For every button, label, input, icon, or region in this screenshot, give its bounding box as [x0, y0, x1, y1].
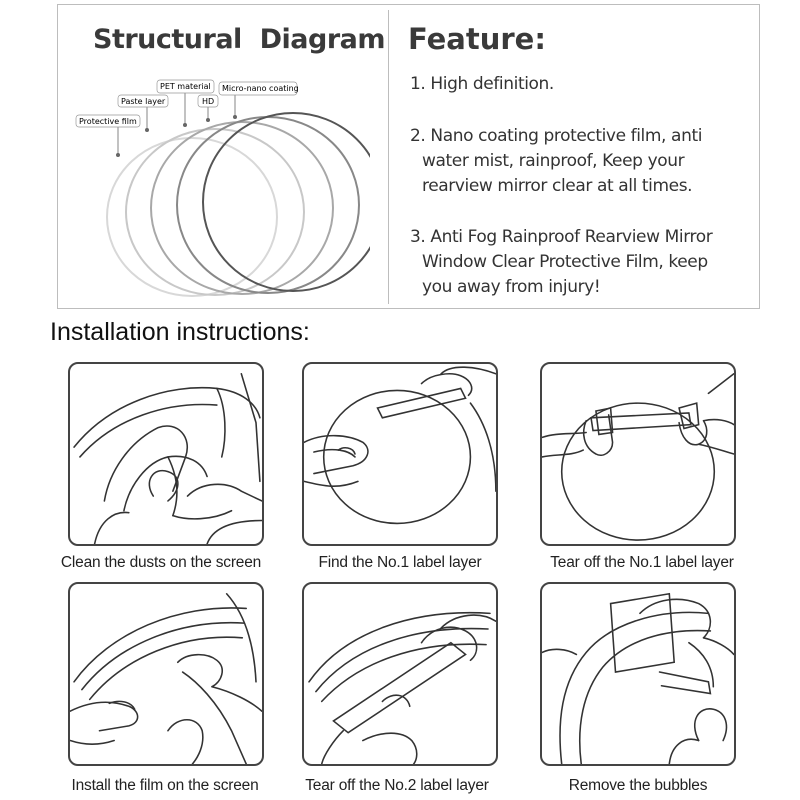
feature-item-1-line1: 1. High definition. [410, 74, 554, 94]
step-1-caption: Clean the dusts on the screen [60, 554, 262, 571]
step-2-caption: Find the No.1 label layer [318, 554, 482, 571]
step-6-illustration [540, 582, 736, 766]
step-5-illustration [302, 582, 498, 766]
section-divider [388, 10, 389, 304]
installation-title: Installation instructions: [50, 318, 310, 346]
label-pet-material: PET material [160, 82, 211, 91]
feature-item-2-line2: water mist, rainproof, Keep your [422, 151, 685, 171]
feature-item-2-line1: 2. Nano coating protective film, anti [410, 126, 703, 146]
step-3-caption: Tear off the No.1 label layer [550, 554, 734, 571]
layer-diagram [70, 75, 370, 305]
label-hd: HD [202, 97, 215, 106]
label-paste-layer: Paste layer [121, 97, 166, 106]
layer-ring-micro [203, 113, 370, 291]
step-6-caption: Remove the bubbles [568, 777, 708, 794]
step-2-illustration [302, 362, 498, 546]
feature-item-2 [410, 124, 702, 199]
layer-ring-hd [177, 117, 359, 293]
feature-item-3-line3: you away from injury! [422, 277, 601, 297]
step-3-illustration [540, 362, 736, 546]
feature-item-1 [410, 72, 554, 97]
feature-item-3-line2: Window Clear Protective Film, keep [422, 252, 708, 272]
feature-item-3-line1: 3. Anti Fog Rainproof Rearview Mirror [410, 227, 713, 247]
feature-title: Feature: [408, 22, 546, 56]
layer-ring-pet [151, 122, 333, 294]
label-micro-nano-coating: Micro-nano coating [222, 84, 299, 93]
step-4-illustration [68, 582, 264, 766]
step-5-caption: Tear off the No.2 label layer [305, 777, 489, 794]
feature-item-2-line3: rearview mirror clear at all times. [422, 176, 693, 196]
layer-ring-protective [107, 138, 277, 296]
label-protective-film: Protective film [79, 117, 137, 126]
feature-item-3 [410, 225, 712, 300]
structural-diagram-title: Structural Diagram [93, 24, 385, 55]
step-1-illustration [68, 362, 264, 546]
step-4-caption: Install the film on the screen [71, 777, 259, 794]
